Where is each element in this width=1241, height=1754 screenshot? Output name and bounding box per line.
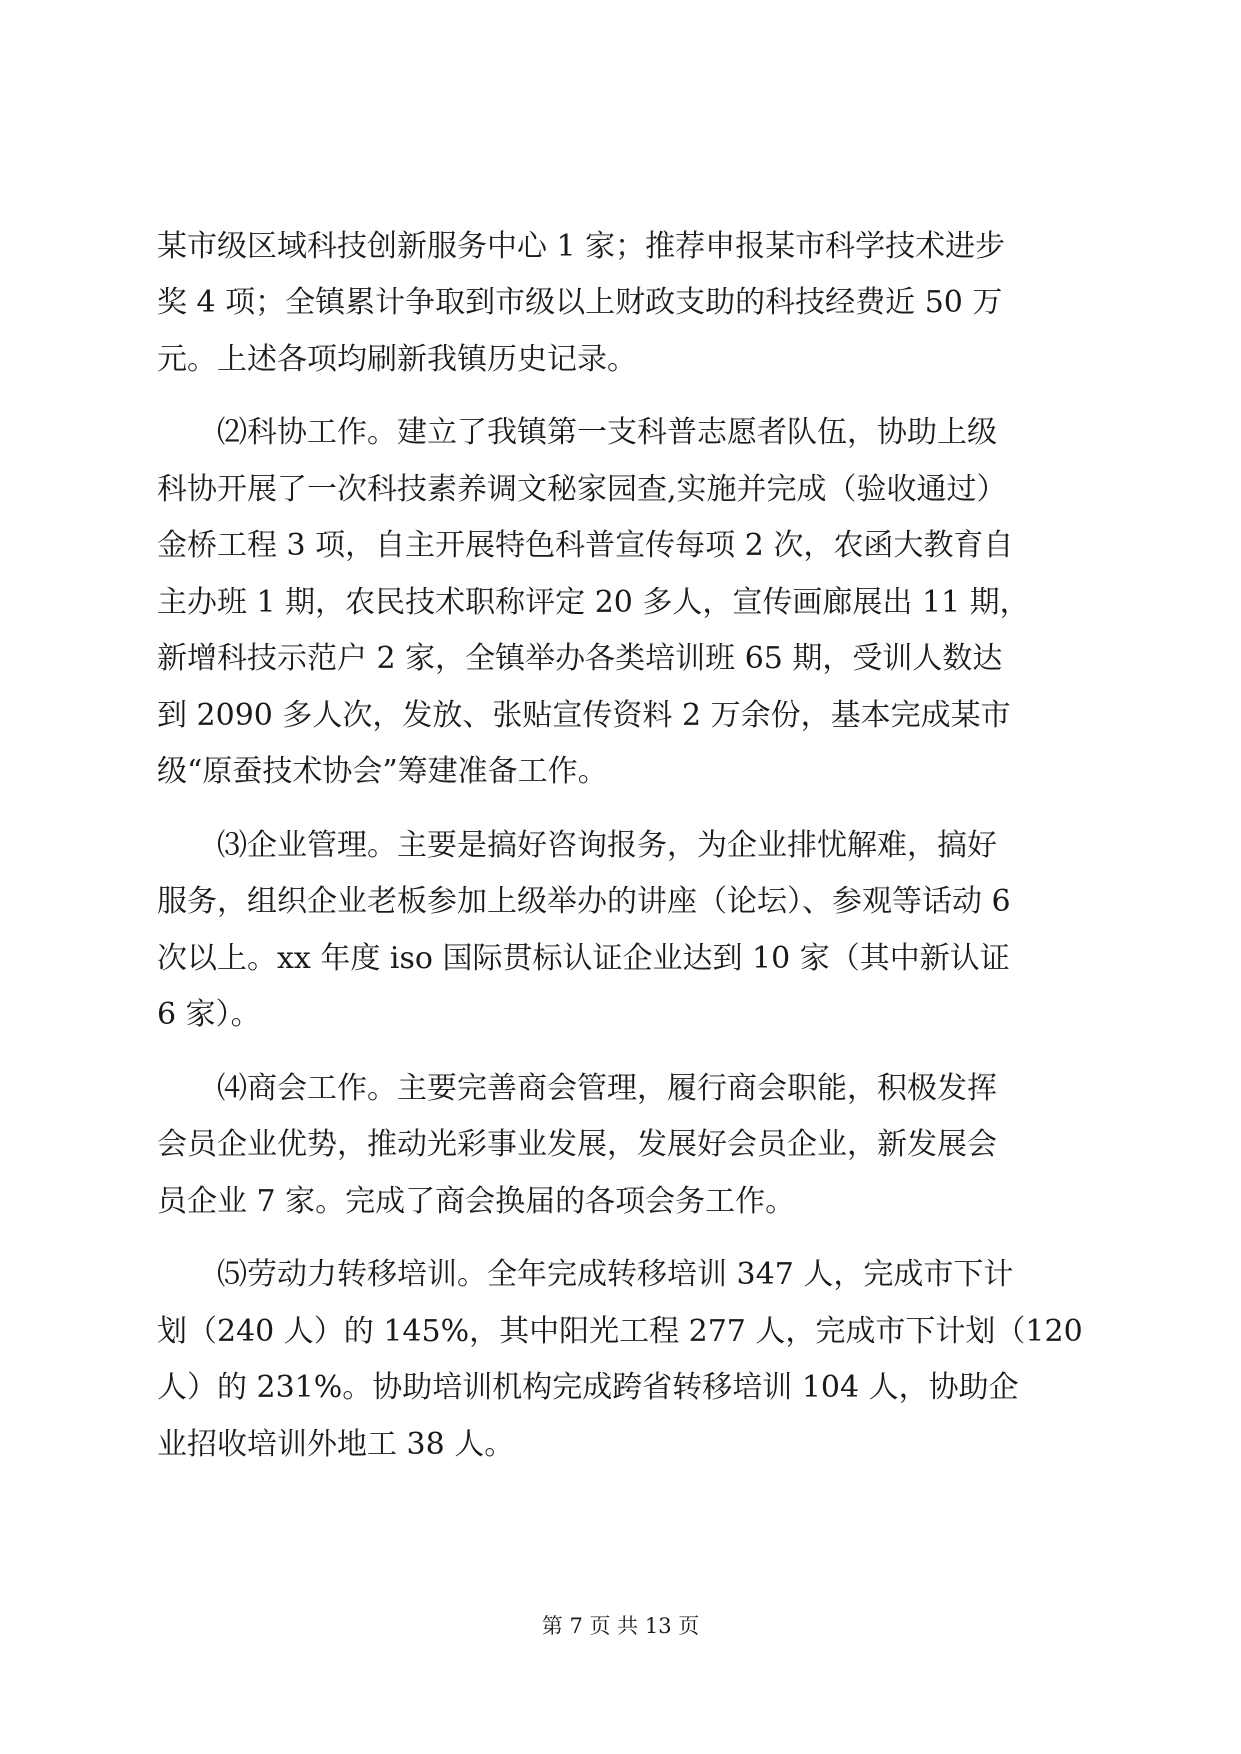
text-line-17: 员企业 7 家。完成了商会换届的各项会务工作。 — [157, 1184, 796, 1219]
paragraph-2-first-line: ⑵科协工作。建立了我镇第一支科普志愿者队伍，协助上级 — [217, 415, 997, 450]
text-line-10: 级“原蚕技术协会”筹建准备工作。 — [157, 754, 608, 789]
text-line-13: 次以上。xx 年度 iso 国际贯标认证企业达到 10 家（其中新认证 — [157, 941, 1010, 976]
text-line-5: 科协开展了一次科技素养调文秘家园查,实施并完成（验收通过） — [157, 472, 1007, 507]
text-line-7: 主办班 1 期，农民技术职称评定 20 多人，宣传画廊展出 11 期， — [157, 585, 1030, 620]
paragraph-5-first-line: ⑸劳动力转移培训。全年完成转移培训 347 人，完成市下计 — [217, 1257, 1014, 1292]
text-line-1: 某市级区域科技创新服务中心 1 家；推荐申报某市科学技术进步 — [157, 229, 1006, 264]
text-line-12: 服务，组织企业老板参加上级举办的讲座（论坛）、参观等话动 6 — [157, 884, 1011, 919]
text-line-20: 人）的 231%。协助培训机构完成跨省转移培训 104 人，协助企 — [157, 1370, 1019, 1405]
paragraph-4-first-line: ⑷商会工作。主要完善商会管理，履行商会职能，积极发挥 — [217, 1071, 997, 1106]
paragraph-3-first-line: ⑶企业管理。主要是搞好咨询报务，为企业排忧解难，搞好 — [217, 828, 997, 863]
text-line-8: 新增科技示范户 2 家，全镇举办各类培训班 65 期，受训人数达 — [157, 641, 1003, 676]
text-line-6: 金桥工程 3 项，自主开展特色科普宣传每项 2 次，农函大教育自 — [157, 528, 1014, 563]
text-line-21: 业招收培训外地工 38 人。 — [157, 1427, 515, 1462]
text-line-14: 6 家）。 — [157, 997, 261, 1032]
text-line-19: 划（240 人）的 145%，其中阳光工程 277 人，完成市下计划（120 — [157, 1314, 1083, 1349]
page-number-footer: 第 7 页 共 13 页 — [541, 1614, 700, 1638]
text-line-16: 会员企业优势，推动光彩事业发展，发展好会员企业，新发展会 — [157, 1127, 997, 1162]
text-line-2: 奖 4 项；全镇累计争取到市级以上财政支助的科技经费近 50 万 — [157, 285, 1003, 320]
text-line-3: 元。上述各项均刷新我镇历史记录。 — [157, 342, 637, 377]
text-line-9: 到 2090 多人次，发放、张贴宣传资料 2 万余份，基本完成某市 — [157, 698, 1011, 733]
